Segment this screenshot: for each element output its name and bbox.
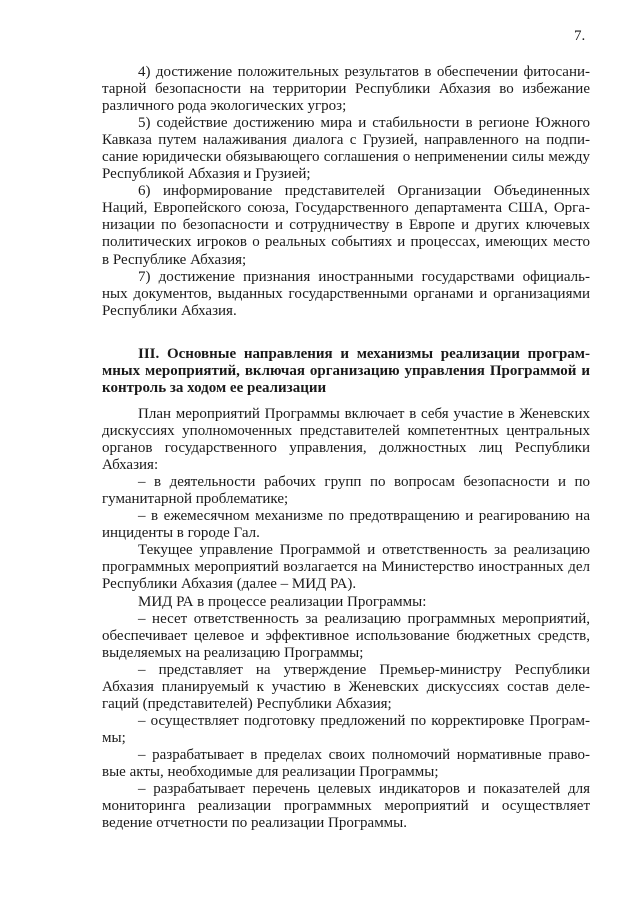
text-line: инциденты в городе Гал. bbox=[102, 525, 260, 542]
text-line: вые акты, необходимые для реализации Программы; bbox=[102, 763, 439, 780]
paragraph bbox=[102, 406, 590, 474]
paragraph bbox=[102, 594, 590, 611]
text-line: – разрабатывает перечень целевых индикаторов и показателей для bbox=[138, 781, 590, 798]
section-body bbox=[102, 406, 590, 832]
text-line: гаций (представителей) Республики Абхазия; bbox=[102, 695, 392, 712]
text-line: 5) содействие достижению мира и стабильности в регионе Южного bbox=[138, 115, 590, 132]
paragraph bbox=[102, 781, 590, 832]
paragraph bbox=[102, 508, 590, 542]
text-line: МИД РА в процессе реализации Программы: bbox=[138, 593, 427, 610]
text-line: – в ежемесячном механизме по предотвращению и реагированию на bbox=[138, 508, 590, 525]
text-line: – в деятельности рабочих групп по вопросам безопасности и по bbox=[138, 474, 590, 491]
text-line: органов государственного управления, должностных лиц Республики bbox=[102, 440, 590, 457]
paragraph bbox=[102, 115, 590, 183]
text-line: Республики Абхазия. bbox=[102, 302, 237, 319]
heading-paragraph bbox=[102, 346, 590, 397]
text-line: низации по безопасности и сотрудничеству в Европе и других ключевых bbox=[102, 217, 590, 234]
paragraph bbox=[102, 542, 590, 593]
text-line: Наций, Европейского союза, Государственного департамента США, Орга- bbox=[102, 200, 590, 217]
text-line: 6) информирование представителей Организации Объединенных bbox=[138, 183, 590, 200]
text-line: выделяемых на реализацию Программы; bbox=[102, 644, 364, 661]
text-line: 4) достижение положительных результатов в обеспечении фитосани- bbox=[138, 64, 590, 80]
text-line: обеспечивает целевое и эффективное использование бюджетных средств, bbox=[102, 627, 590, 644]
text-line: различного рода экологических угроз; bbox=[102, 98, 347, 115]
paragraph bbox=[102, 747, 590, 781]
text-line: в Республике Абхазия; bbox=[102, 251, 247, 268]
goals-list bbox=[102, 64, 590, 320]
text-line: ных документов, выданных государственными органами и организациями bbox=[102, 285, 590, 302]
text-line: мы; bbox=[102, 729, 126, 746]
paragraph bbox=[102, 64, 590, 115]
text-line: тарной безопасности на территории Республики Абхазия во избежание bbox=[102, 81, 590, 98]
text-line: контроль за ходом ее реализации bbox=[102, 380, 327, 397]
paragraph bbox=[102, 183, 590, 268]
section-heading bbox=[102, 346, 590, 397]
text-line: Абхазия планируемый к участию в Женевских дискуссиях состав деле- bbox=[102, 678, 590, 695]
text-line: – несет ответственность за реализацию программных мероприятий, bbox=[138, 610, 590, 627]
text-line: 7) достижение признания иностранными государствами официаль- bbox=[138, 268, 590, 285]
text-line: – представляет на утверждение Премьер-министру Республики bbox=[138, 661, 590, 678]
text-line: Абхазия: bbox=[102, 457, 159, 474]
text-line: ведение отчетности по реализации Программы. bbox=[102, 815, 408, 832]
paragraph bbox=[102, 474, 590, 508]
text-line: III. Основные направления и механизмы реализации програм- bbox=[138, 346, 590, 362]
text-line: Республики Абхазия (далее – МИД РА). bbox=[102, 576, 357, 593]
text-line: гуманитарной проблематике; bbox=[102, 491, 289, 508]
text-line: – осуществляет подготовку предложений по корректировке Програм- bbox=[138, 712, 590, 729]
text-line: мониторинга реализации программных мероприятий и осуществляет bbox=[102, 798, 590, 815]
text-line: мных мероприятий, включая организацию управления Программой и bbox=[102, 363, 590, 380]
text-line: дискуссиях уполномоченных представителей компетентных центральных bbox=[102, 423, 590, 440]
paragraph bbox=[102, 269, 590, 320]
text-line: План мероприятий Программы включает в себя участие в Женевских bbox=[138, 406, 590, 422]
text-line: – разрабатывает в пределах своих полномочий нормативные право- bbox=[138, 746, 590, 763]
text-line: политических игроков о реальных событиях и процессах, имеющих место bbox=[102, 234, 590, 251]
text-line: Республикой Абхазия и Грузией; bbox=[102, 166, 311, 183]
text-line: программных мероприятий возлагается на Министерство иностранных дел bbox=[102, 559, 590, 576]
text-line: Кавказа путем налаживания диалога с Грузией, направленного на подпи- bbox=[102, 132, 590, 149]
paragraph bbox=[102, 713, 590, 747]
text-line: Текущее управление Программой и ответственность за реализацию bbox=[138, 542, 590, 559]
text-line: сание юридически обязывающего соглашения о неприменении силы между bbox=[102, 149, 590, 166]
paragraph bbox=[102, 611, 590, 662]
paragraph bbox=[102, 662, 590, 713]
page-number: 7. bbox=[574, 28, 586, 44]
